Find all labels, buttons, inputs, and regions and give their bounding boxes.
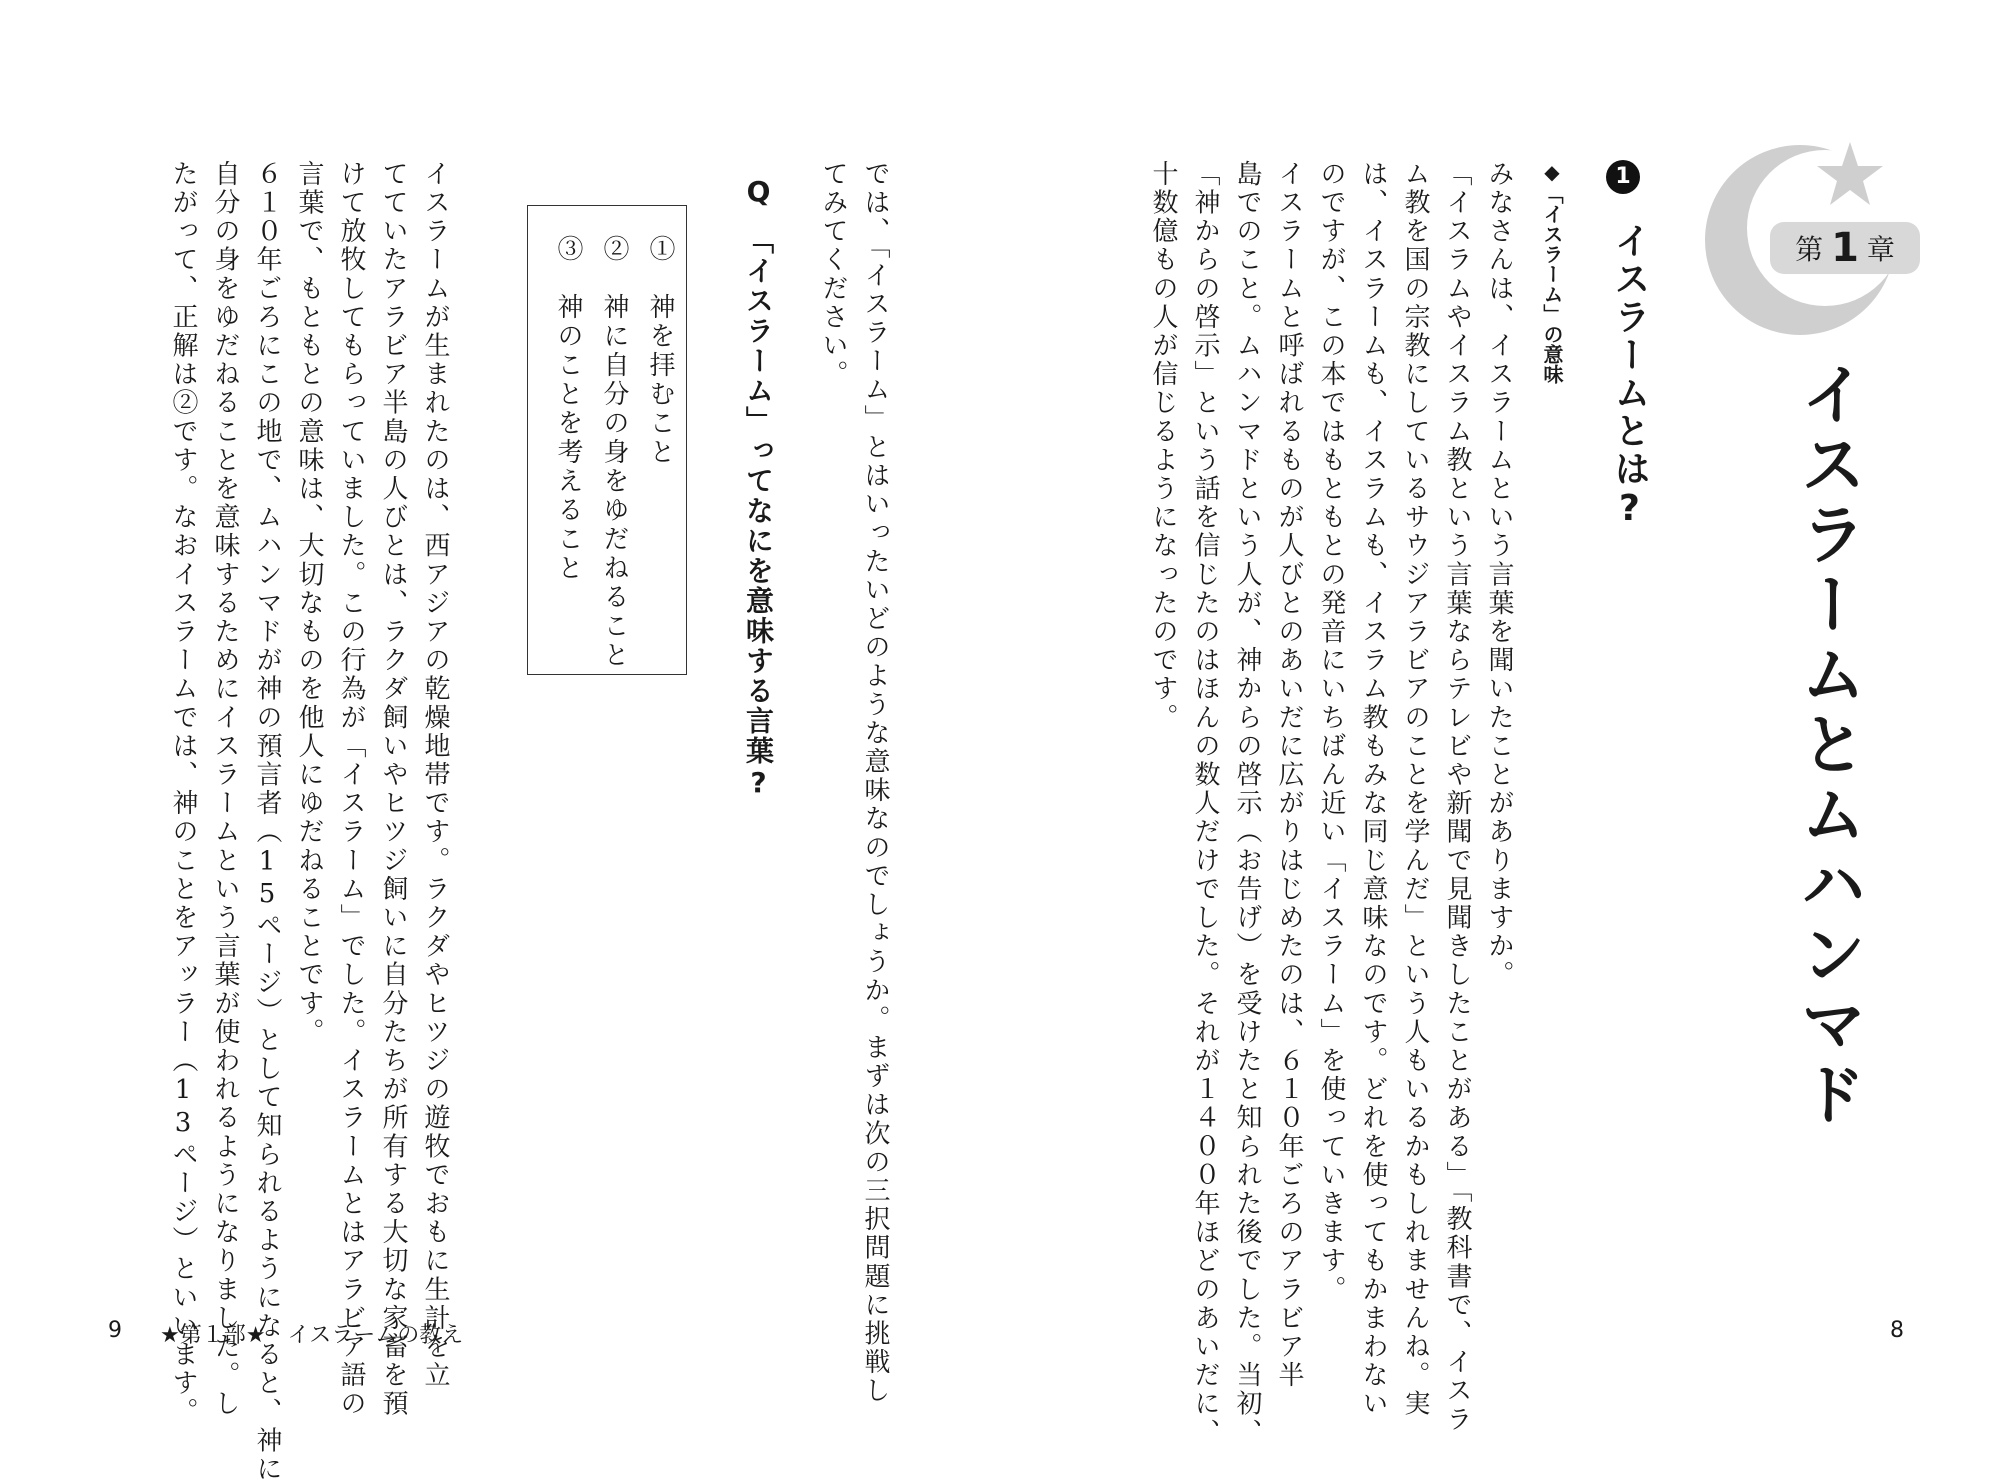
option-item	[642, 235, 679, 467]
body-line: は、イスラームも、イスラムも、イスラム教もみな同じ意味なのです。どれを使ってもかまわない	[1358, 160, 1388, 1419]
subsection-title: 「イスラーム」の意味	[1540, 184, 1564, 384]
option-mark: ②	[599, 235, 629, 264]
option-mark: ①	[645, 235, 675, 264]
body-line: イスラームと呼ばれるものが人びとのあいだに広がりはじめたのは、６１０年ごろのアラビア半	[1274, 160, 1304, 1390]
intro-line: では、「イスラーム」とはいったいどのような意味なのでしょうか。まずは次の三択問題に挑戦し	[860, 160, 890, 1406]
chapter-prefix: 第	[1795, 233, 1824, 266]
chapter-badge	[1770, 222, 1920, 274]
option-text: 神に自分の身をゆだねること	[599, 293, 629, 670]
body-line: 島でのこと。ムハンマドという人が、神からの啓示（お告げ）を受けたと知られた後でした。当初、	[1232, 160, 1262, 1447]
subsection-heading	[1538, 160, 1567, 384]
page-number: 9	[108, 1318, 122, 1343]
body-line: 「神からの啓示」という話を信じたのはほんの数人だけでした。それが１４００年ほどのあいだに、	[1190, 160, 1220, 1447]
body-line: 「イスラムやイスラム教という言葉ならテレビや新聞で見聞きしたことがある」「教科書で、イスラ	[1442, 160, 1472, 1434]
body-line: のですが、この本ではもともとの発音にいちばん近い「イスラーム」を使っていきます。	[1316, 160, 1346, 1304]
option-item	[550, 235, 587, 583]
chapter-title: イスラームとムハンマド	[1789, 360, 1866, 1130]
option-text: 神のことを考えること	[553, 293, 583, 583]
running-header: ★第１部★ イスラームの教え	[160, 1323, 464, 1348]
section-title: イスラームとは?	[1609, 222, 1650, 531]
chapter-suffix: 章	[1866, 233, 1895, 266]
option-item	[596, 235, 633, 670]
section-number: 1	[1606, 160, 1640, 194]
body-line: 十数億もの人が信じるようになったのです。	[1148, 160, 1178, 732]
body-line: ６１０年ごろにこの地で、ムハンマドが神の預言者（15ページ）として知られるようになると、神に	[252, 160, 282, 1484]
body-line: イスラームが生まれたのは、西アジアの乾燥地帯です。ラクダやヒツジの遊牧でおもに生計を立	[420, 160, 450, 1390]
page-number: 8	[1890, 1318, 1904, 1343]
body-line: けて放牧してもらっていました。この行為が「イスラーム」でした。イスラームとはアラビア語の	[336, 160, 366, 1419]
body-line: 言葉で、もともとの意味は、大切なものを他人にゆだねることです。	[294, 160, 324, 1047]
option-mark: ③	[553, 235, 583, 264]
body-line: みなさんは、イスラームという言葉を聞いたことがありますか。	[1484, 160, 1514, 990]
body-line: たがって、正解は②です。なおイスラームでは、神のことをアッラー（13ページ）といいます。	[168, 160, 198, 1427]
body-line: ム教を国の宗教にしているサウジアラビアのことを学んだ」という人もいるかもしれませんね。実	[1400, 160, 1430, 1419]
body-line: てていたアラビア半島の人びとは、ラクダ飼いやヒツジ飼いに自分たちが所有する大切な家畜を預	[378, 160, 408, 1419]
intro-line: てみてください。	[818, 160, 848, 389]
chapter-number: 1	[1831, 225, 1859, 271]
diamond-bullet-icon: ◆	[1540, 160, 1564, 184]
question-text: 「イスラーム」ってなにを意味する言葉?	[742, 240, 775, 801]
option-text: 神を拝むこと	[645, 293, 675, 467]
question	[738, 175, 778, 801]
body-line: 自分の身をゆだねることを意味するためにイスラームという言葉が使われるようになりました。し	[210, 160, 240, 1419]
question-marker: Q	[742, 175, 775, 210]
